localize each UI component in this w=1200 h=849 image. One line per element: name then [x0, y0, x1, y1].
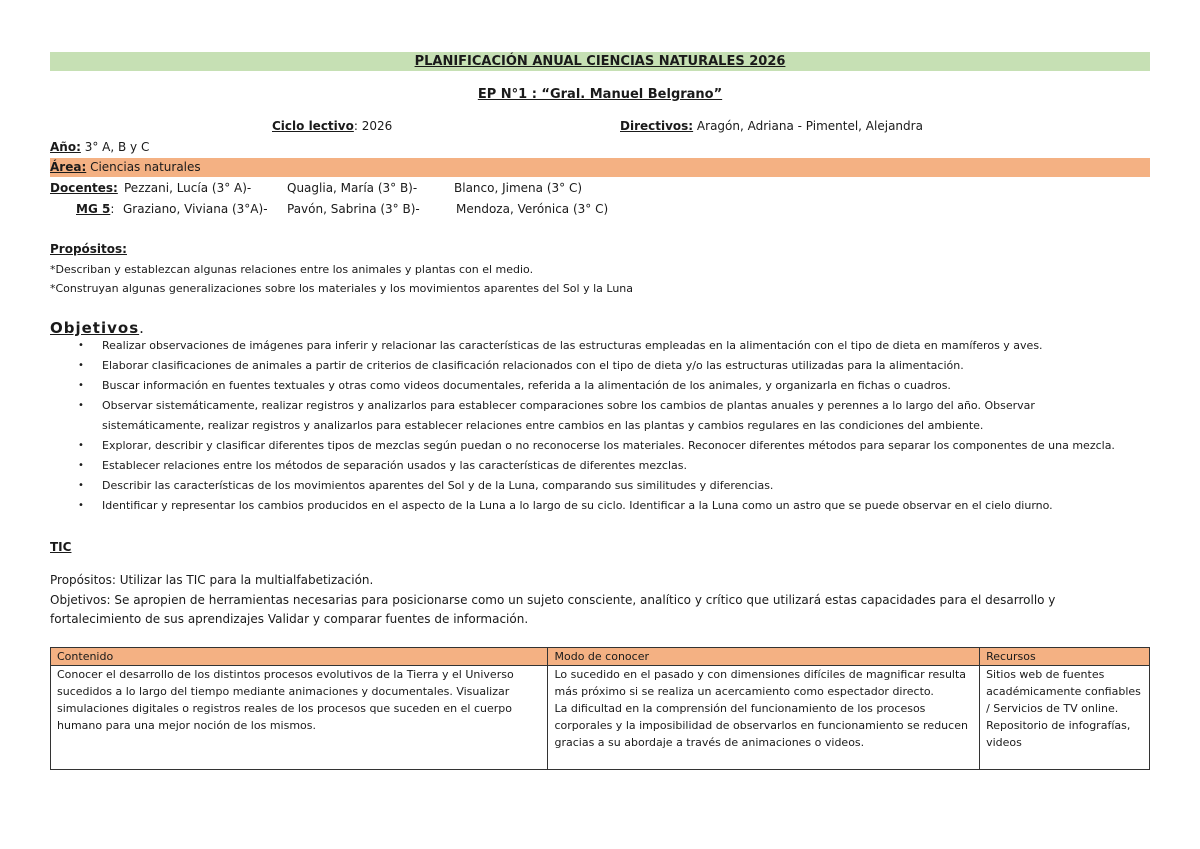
ciclo-lectivo: Ciclo lectivo: 2026: [272, 119, 393, 133]
bullet-icon: •: [78, 360, 84, 371]
bullet-icon: •: [78, 480, 84, 491]
proposito-2: *Construyan algunas generalizaciones sobre los materiales y los movimientos aparentes del Sol y la Luna: [50, 282, 634, 295]
list-item: • Establecer relaciones entre los métodos de separación usados y las características de diferentes mezclas.: [78, 456, 1128, 476]
docente-3: Blanco, Jimena (3° C): [454, 181, 583, 195]
anio: Año: 3° A, B y C: [50, 140, 150, 154]
docente-2: Quaglia, María (3° B)-: [287, 181, 418, 195]
objetivos-list: [78, 336, 1128, 516]
mg-1: Graziano, Viviana (3°A)-: [123, 202, 268, 216]
directivos: Directivos: Aragón, Adriana - Pimentel, Alejandra: [620, 119, 923, 133]
header-recursos: Recursos: [980, 648, 1150, 666]
header-modo: Modo de conocer: [548, 648, 980, 666]
header-contenido: Contenido: [51, 648, 548, 666]
area: Área: Ciencias naturales: [50, 160, 201, 174]
table-row: [51, 666, 1150, 770]
school-name: EP N°1 : “Gral. Manuel Belgrano”: [477, 87, 723, 102]
docente-1: Pezzani, Lucía (3° A)-: [124, 181, 252, 195]
list-item: • Describir las características de los movimientos aparentes del Sol y de la Luna, comparando sus similitudes y diferencias.: [78, 476, 1128, 496]
table-header-row: [51, 648, 1150, 666]
bullet-icon: •: [78, 500, 84, 511]
propositos-heading: Propósitos:: [50, 242, 127, 256]
bullet-icon: •: [78, 440, 84, 451]
bullet-icon: •: [78, 340, 84, 351]
bullet-icon: •: [78, 460, 84, 471]
list-item: • Elaborar clasificaciones de animales a partir de criterios de clasificación relacionados con el tipo de dieta y/o las estructuras utilizadas para la alimentación.: [78, 356, 1128, 376]
list-item: • Realizar observaciones de imágenes para inferir y relacionar las características de las estructuras empleadas en la alimentación con el tipo de dieta en mamíferos y aves.: [78, 336, 1128, 356]
tic-heading: TIC: [50, 540, 72, 554]
mg-3: Mendoza, Verónica (3° C): [456, 202, 609, 216]
contenido-table: [50, 647, 1150, 770]
cell-recursos: Sitios web de fuentes académicamente confiables / Servicios de TV online. Repositorio de infografías, videos: [980, 666, 1150, 770]
tic-objetivos-cont: fortalecimiento de sus aprendizajes Validar y comparar fuentes de información.: [50, 612, 529, 626]
docentes-label: Docentes:: [50, 181, 118, 195]
tic-objetivos: Objetivos: Se apropien de herramientas necesarias para posicionarse como un sujeto consciente, analítico y crítico que utilizará estas capacidades para el desarrollo y: [50, 593, 1056, 607]
proposito-1: *Describan y establezcan algunas relaciones entre los animales y plantas con el medio.: [50, 263, 534, 276]
area-band: [50, 158, 1150, 177]
bullet-icon: •: [78, 380, 84, 391]
mg-2: Pavón, Sabrina (3° B)-: [287, 202, 420, 216]
cell-contenido: Conocer el desarrollo de los distintos procesos evolutivos de la Tierra y el Universo sucedidos a lo largo del tiempo mediante animaciones y documentales. Visualizar simulaciones digitales o registros reales de los procesos que suceden en el cuerpo humano para una mejor noción de los mismos.: [51, 666, 548, 770]
mg-label: MG 5:: [76, 202, 115, 216]
bullet-icon: •: [78, 400, 84, 411]
cell-modo: Lo sucedido en el pasado y con dimensiones difíciles de magnificar resulta más próximo si se realiza un acercamiento como espectador directo. La dificultad en la comprensión del funcionamiento de los procesos corporales y la imposibilidad de observarlos en funcionamiento se reducen gracias a su abordaje a través de animaciones o videos.: [548, 666, 980, 770]
list-item: • Explorar, describir y clasificar diferentes tipos de mezclas según puedan o no reconocerse los materiales. Reconocer diferentes métodos para separar los componentes de una mezcla.: [78, 436, 1128, 456]
list-item: • Buscar información en fuentes textuales y otras como videos documentales, referida a la alimentación de los animales, y organizarla en fichas o cuadros.: [78, 376, 1128, 396]
page-title: PLANIFICACIÓN ANUAL CIENCIAS NATURALES 2026: [414, 54, 786, 69]
tic-propositos: Propósitos: Utilizar las TIC para la multialfabetización.: [50, 573, 374, 587]
objetivos-heading: Objetivos.: [50, 319, 144, 337]
list-item: • Observar sistemáticamente, realizar registros y analizarlos para establecer comparaciones sobre los cambios de plantas anuales y perennes a lo largo del año. Observar sistemáticamente, realizar registros y analizarlos para establecer relaciones entre cambios en las plantas y cambios regulares en las condiciones del ambiente.: [78, 396, 1128, 436]
list-item: • Identificar y representar los cambios producidos en el aspecto de la Luna a lo largo de su ciclo. Identificar a la Luna como un astro que se puede observar en el cielo diurno.: [78, 496, 1128, 516]
